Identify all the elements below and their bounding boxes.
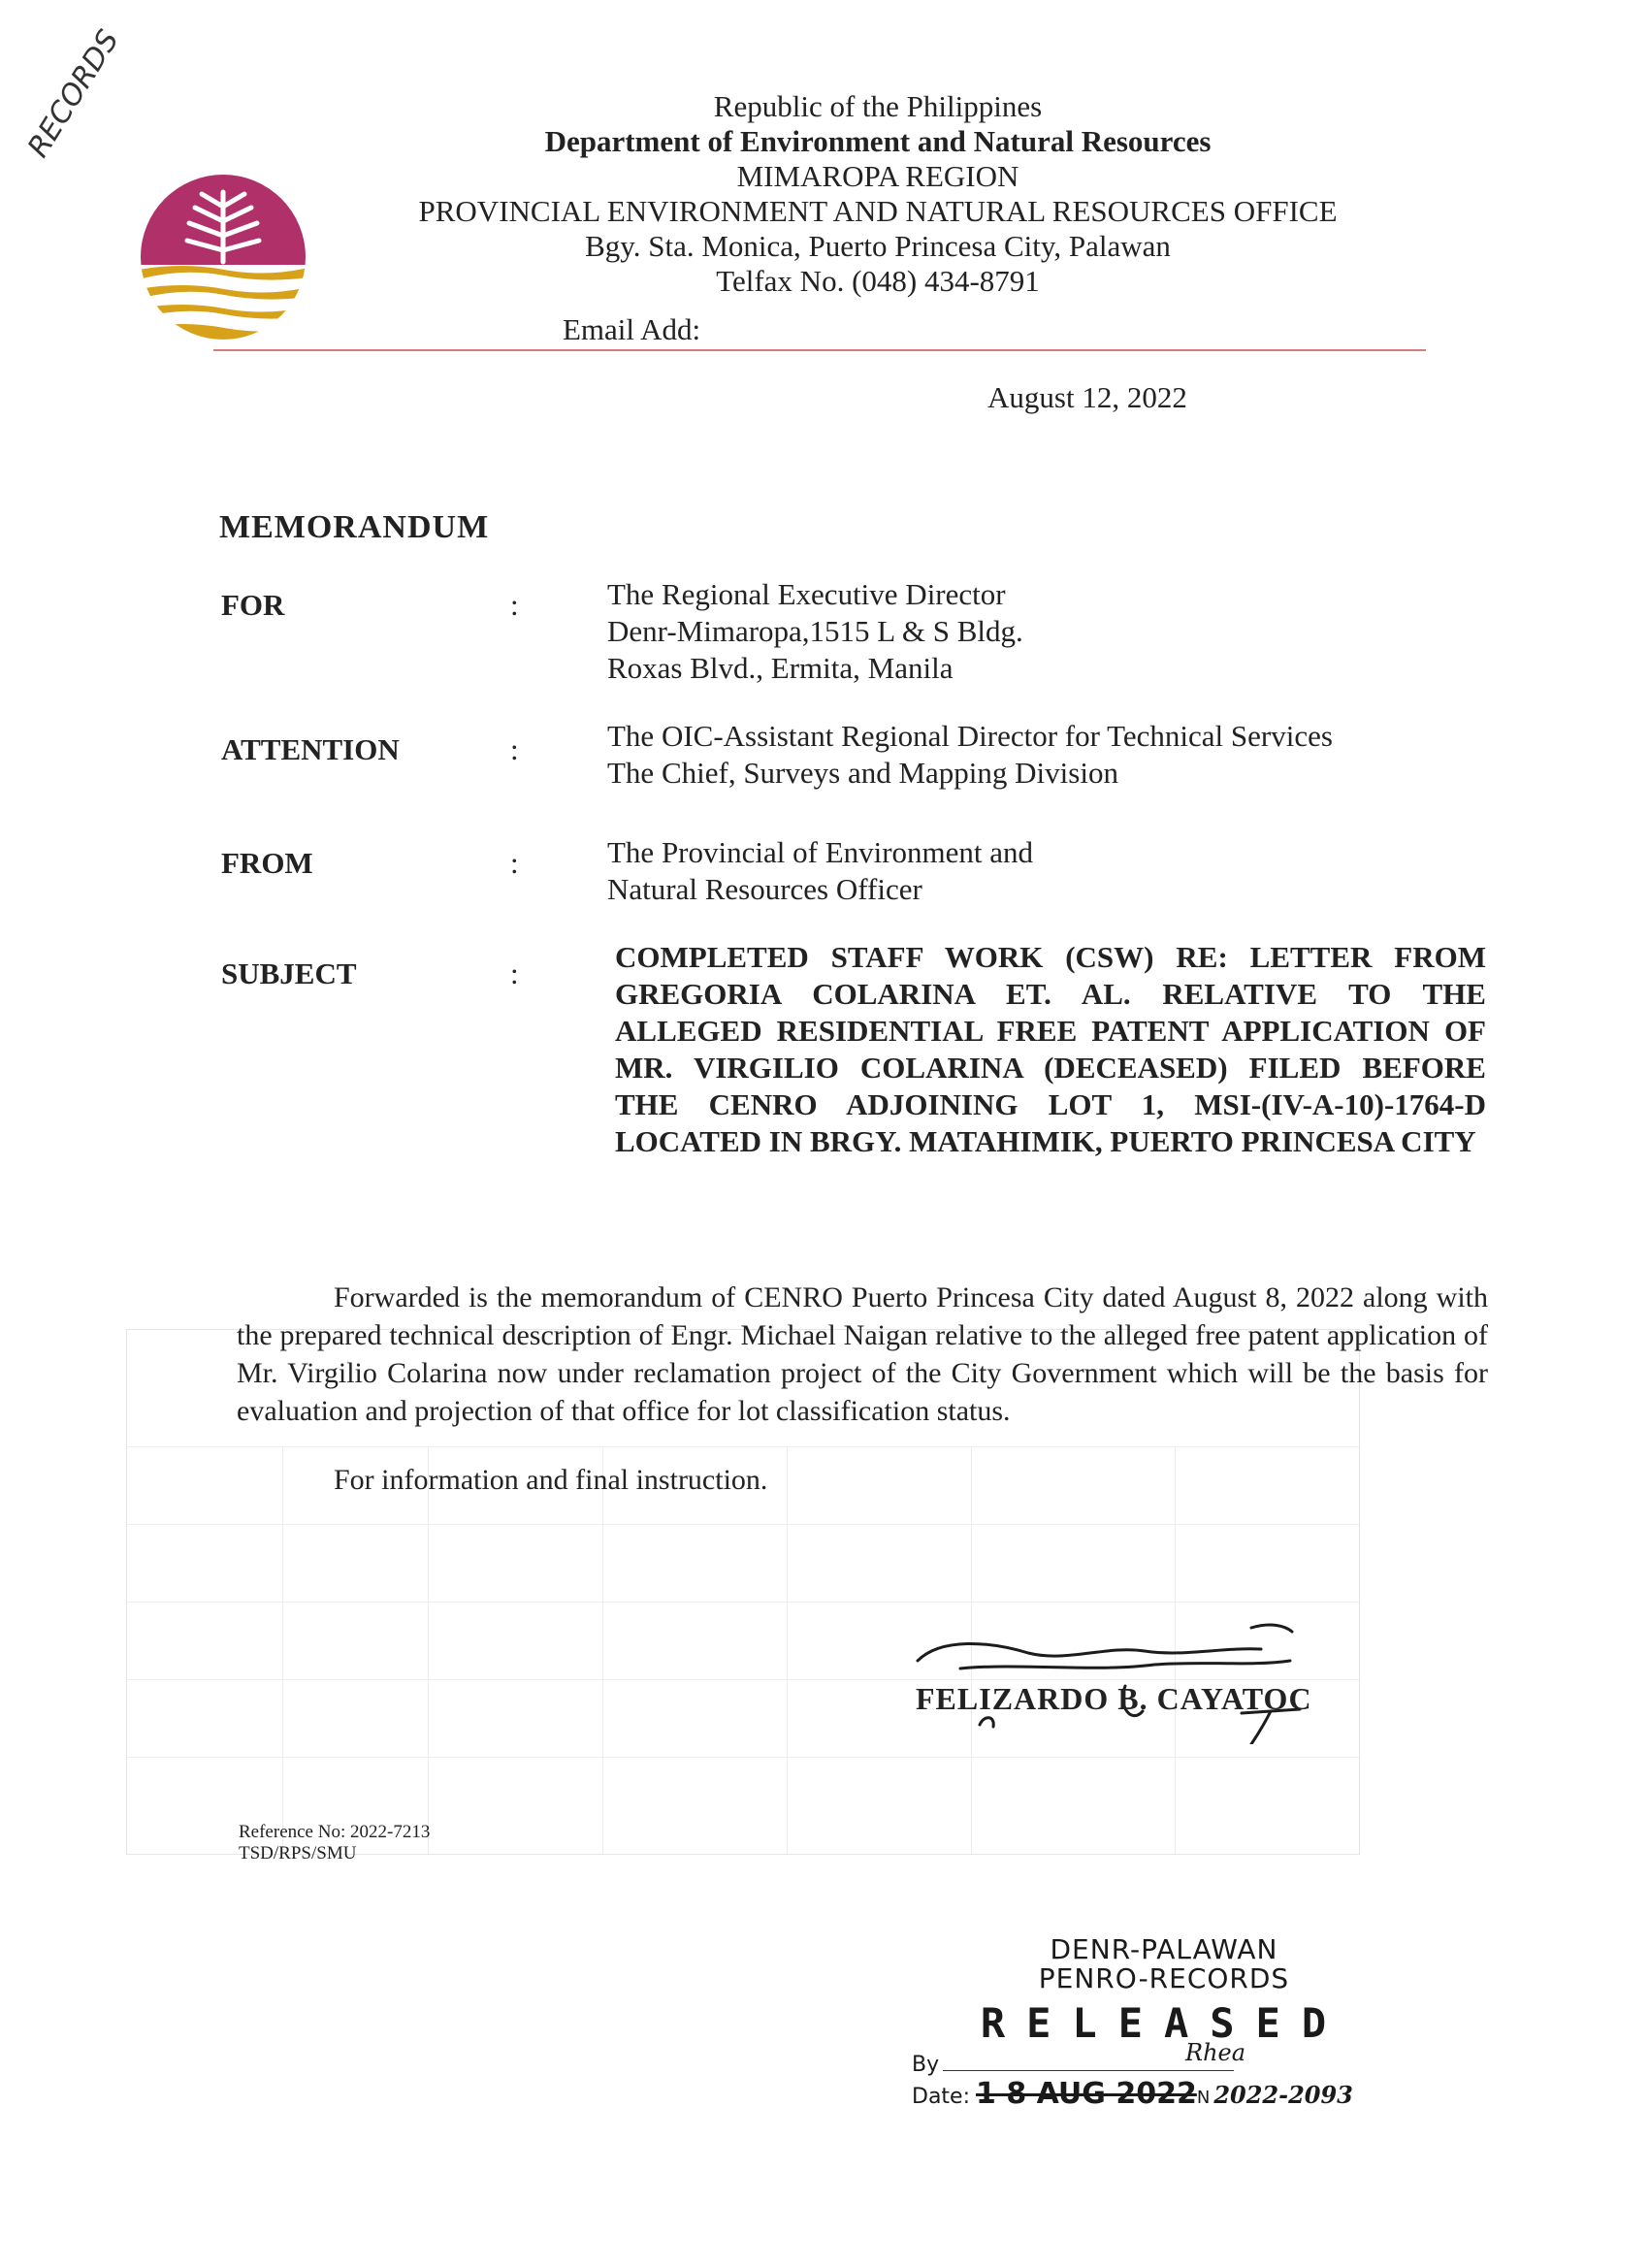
letterhead-office: PROVINCIAL ENVIRONMENT AND NATURAL RESOURCES OFFICE	[418, 194, 1338, 228]
memo-date: August 12, 2022	[987, 380, 1187, 414]
letterhead-department: Department of Environment and Natural Resources	[544, 124, 1212, 158]
stamp-status: RELEASED	[980, 1999, 1348, 2047]
for-line: Denr-Mimaropa,1515 L & S Bldg.	[607, 614, 1023, 648]
released-stamp	[912, 1935, 1416, 2111]
stamp-by-row	[912, 2039, 1416, 2077]
letterhead-address: Bgy. Sta. Monica, Puerto Princesa City, Palawan	[585, 229, 1171, 263]
memo-body	[237, 1279, 1488, 1499]
stamp-by-label: By	[912, 2053, 940, 2077]
ghost-col	[428, 1446, 429, 1854]
stamp-records: PENRO-RECORDS	[1038, 1962, 1290, 1994]
subject-colon: :	[510, 956, 519, 990]
from-line: The Provincial of Environment and	[607, 835, 1034, 869]
from-value	[607, 834, 1033, 908]
margin-note: RECORDS	[21, 24, 126, 164]
from-label: FROM	[221, 846, 313, 880]
reference-number: Reference No: 2022-7213	[239, 1822, 431, 1842]
letterhead-region: MIMAROPA REGION	[736, 159, 1019, 193]
stamp-date-row	[912, 2077, 1416, 2111]
reference-block	[239, 1822, 430, 1864]
signer-name: FELIZARDO B. CAYATOC	[916, 1681, 1312, 1716]
stamp-by-value: Rhea	[1185, 2039, 1246, 2066]
stamp-office: DENR-PALAWAN	[1050, 1933, 1278, 1965]
stamp-date-value: 1 8 AUG 2022	[976, 2077, 1197, 2111]
from-colon: :	[510, 846, 519, 880]
stamp-by-line	[943, 2070, 1234, 2071]
ghost-col	[602, 1446, 603, 1854]
for-line: The Regional Executive Director	[607, 577, 1006, 611]
attention-label: ATTENTION	[221, 732, 400, 766]
for-colon: :	[510, 588, 519, 622]
attention-colon: :	[510, 732, 519, 766]
memo-title: MEMORANDUM	[219, 509, 490, 545]
subject-value: COMPLETED STAFF WORK (CSW) RE: LETTER FROM GREGORIA COLARINA ET. AL. RELATIVE TO THE ALLEGED RESIDENTIAL FREE PATENT APPLICATION OF MR. VIRGILIO COLARINA (DECEASED) FILED BEFORE THE CENRO ADJOINING LOT 1, MSI-(IV-A-10)-1764-D LOCATED IN BRGY. MATAHIMIK, PUERTO PRINCESA CITY	[615, 940, 1486, 1158]
subject-label: SUBJECT	[221, 956, 357, 990]
letterhead-telfax: Telfax No. (048) 434-8791	[716, 264, 1040, 298]
ghost-col	[282, 1446, 283, 1854]
stamp-date-label: Date:	[912, 2085, 970, 2109]
for-label: FOR	[221, 588, 285, 622]
attention-value	[607, 718, 1333, 792]
ghost-col	[787, 1446, 788, 1854]
attention-line: The OIC-Assistant Regional Director for Technical Services	[607, 719, 1333, 753]
for-value	[607, 576, 1023, 687]
stamp-control-prefix: N	[1196, 2088, 1211, 2108]
for-line: Roxas Blvd., Ermita, Manila	[607, 651, 954, 685]
header-divider	[213, 349, 1426, 351]
attention-line: The Chief, Surveys and Mapping Division	[607, 756, 1118, 790]
denr-logo-icon	[139, 173, 308, 342]
body-paragraph: Forwarded is the memorandum of CENRO Puerto Princesa City dated August 8, 2022 along with the prepared technical description of Engr. Michael Naigan relative to the alleged free patent application of Mr. Virgilio Colarina now under reclamation project of the City Government which will be the basis for evaluation and projection of that office for lot classification status.	[237, 1281, 1488, 1427]
letterhead	[320, 89, 1436, 299]
body-paragraph: For information and final instruction.	[334, 1464, 768, 1496]
letterhead-email-label: Email Add:	[563, 312, 701, 346]
letterhead-country: Republic of the Philippines	[713, 89, 1043, 123]
from-line: Natural Resources Officer	[607, 872, 922, 906]
stamp-control-number: 2022-2093	[1213, 2081, 1353, 2109]
reference-unit: TSD/RPS/SMU	[239, 1843, 357, 1863]
